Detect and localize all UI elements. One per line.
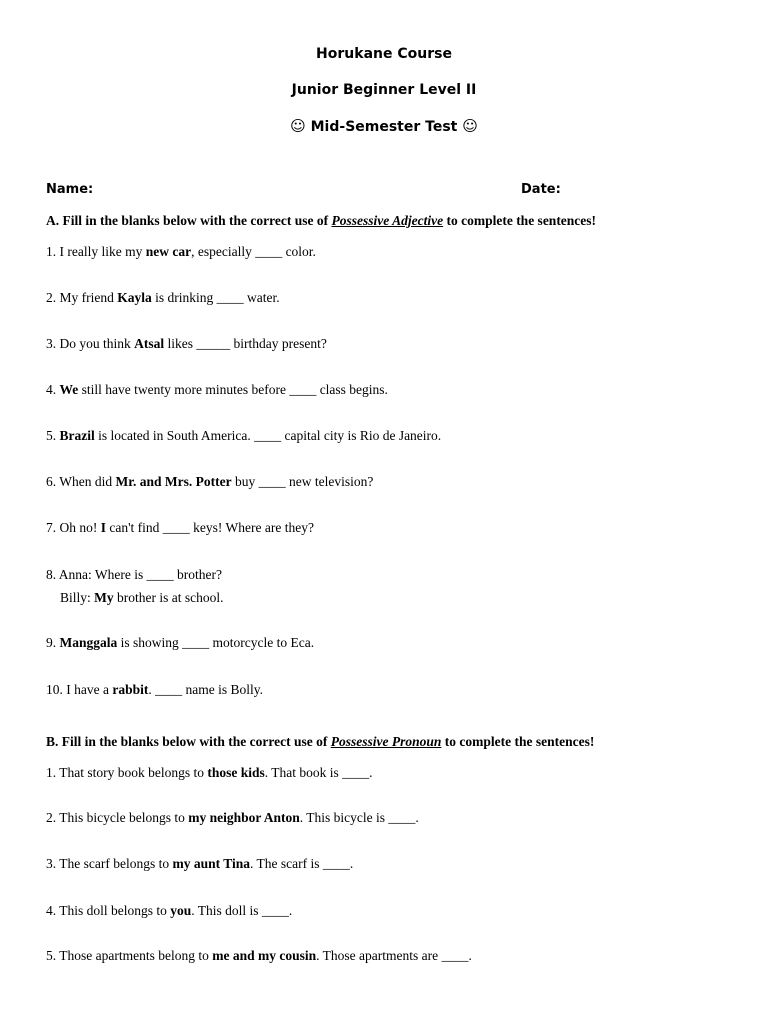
course-title: Horukane Course <box>316 46 452 62</box>
section-a-keyword: Possessive Adjective <box>331 213 444 228</box>
question-text: is drinking ____ water. <box>151 290 280 305</box>
question-a5 <box>46 427 746 445</box>
question-text: Oh no! <box>59 520 101 535</box>
question-number: 8. <box>46 567 59 582</box>
question-bold: my aunt Tina <box>172 856 251 871</box>
question-text: I really like my <box>59 244 146 259</box>
question-text: I have a <box>66 682 113 697</box>
question-text: can't find ____ keys! Where are they? <box>106 520 314 535</box>
section-b-heading <box>46 733 746 751</box>
question-a3 <box>46 335 746 353</box>
question-text: My friend <box>59 290 118 305</box>
question-b3 <box>46 855 746 873</box>
question-number: 3. <box>46 856 60 871</box>
question-a4 <box>46 381 746 399</box>
question-text: This doll belongs to <box>59 903 171 918</box>
question-text: Billy: <box>60 590 95 605</box>
question-text: brother is at school. <box>113 590 224 605</box>
question-number: 4. <box>46 903 60 918</box>
date-label: Date: <box>521 182 561 197</box>
smiley-icon: ☺ <box>462 117 478 135</box>
question-text: likes _____ birthday present? <box>164 336 327 351</box>
question-bold: I <box>100 520 107 535</box>
question-b1 <box>46 764 746 782</box>
question-text: buy ____ new television? <box>231 474 374 489</box>
question-text: is located in South America. ____ capital city is Rio de Janeiro. <box>94 428 442 443</box>
section-a-heading <box>46 212 746 230</box>
question-text: Anna: Where is ____ brother? <box>58 567 222 582</box>
question-number: 10. <box>46 682 67 697</box>
question-text: Those apartments belong to <box>59 948 213 963</box>
question-text: This bicycle belongs to <box>59 810 189 825</box>
test-title-text: Mid-Semester Test <box>310 119 458 135</box>
question-bold: Mr. and Mrs. Potter <box>115 474 232 489</box>
level-title: Junior Beginner Level II <box>291 82 477 98</box>
question-number: 7. <box>46 520 60 535</box>
name-label: Name: <box>46 182 94 197</box>
question-text: That story book belongs to <box>59 765 208 780</box>
section-b-suffix: to complete the sentences! <box>441 734 595 749</box>
question-number: 6. <box>46 474 60 489</box>
question-number: 2. <box>46 290 60 305</box>
question-a7 <box>46 519 746 537</box>
question-a2 <box>46 289 746 307</box>
question-text: Do you think <box>59 336 135 351</box>
question-bold: me and my cousin <box>212 948 317 963</box>
question-bold: those kids <box>207 765 265 780</box>
question-bold: you <box>170 903 192 918</box>
question-number: 1. <box>46 765 60 780</box>
question-bold: My <box>94 590 114 605</box>
question-number: 2. <box>46 810 60 825</box>
question-b2 <box>46 809 746 827</box>
question-b5 <box>46 947 746 965</box>
question-number: 5. <box>46 428 60 443</box>
question-a1 <box>46 243 746 261</box>
question-bold: Atsal <box>134 336 165 351</box>
question-bold: my neighbor Anton <box>188 810 300 825</box>
section-b-keyword: Possessive Pronoun <box>330 734 442 749</box>
question-number: 9. <box>46 635 60 650</box>
question-text: . That book is ____. <box>264 765 373 780</box>
question-number: 4. <box>46 382 60 397</box>
question-a10 <box>46 681 746 699</box>
question-text: When did <box>59 474 116 489</box>
question-text: , especially ____ color. <box>191 244 316 259</box>
section-b-prefix: B. Fill in the blanks below with the correct use of <box>46 734 331 749</box>
question-number: 1. <box>46 244 60 259</box>
question-bold: We <box>59 382 79 397</box>
section-a-suffix: to complete the sentences! <box>443 213 597 228</box>
question-bold: Brazil <box>59 428 95 443</box>
test-title <box>0 117 768 136</box>
question-text: The scarf belongs to <box>59 856 173 871</box>
question-text: . This doll is ____. <box>191 903 293 918</box>
question-text: . ____ name is Bolly. <box>148 682 263 697</box>
smiley-icon: ☺ <box>290 117 306 135</box>
question-text: is showing ____ motorcycle to Eca. <box>117 635 315 650</box>
question-text: . The scarf is ____. <box>250 856 354 871</box>
question-bold: new car <box>145 244 192 259</box>
question-a8-line2 <box>46 589 746 607</box>
section-a-prefix: A. Fill in the blanks below with the correct use of <box>46 213 332 228</box>
question-bold: Manggala <box>59 635 118 650</box>
question-a6 <box>46 473 746 491</box>
question-b4 <box>46 902 746 920</box>
question-number: 3. <box>46 336 60 351</box>
question-a9 <box>46 634 746 652</box>
question-bold: Kayla <box>117 290 152 305</box>
question-a8 <box>46 566 746 584</box>
question-number: 5. <box>46 948 60 963</box>
question-text: . Those apartments are ____. <box>316 948 472 963</box>
question-text: still have twenty more minutes before ____ class begins. <box>78 382 388 397</box>
question-bold: rabbit <box>112 682 149 697</box>
question-text: . This bicycle is ____. <box>299 810 419 825</box>
